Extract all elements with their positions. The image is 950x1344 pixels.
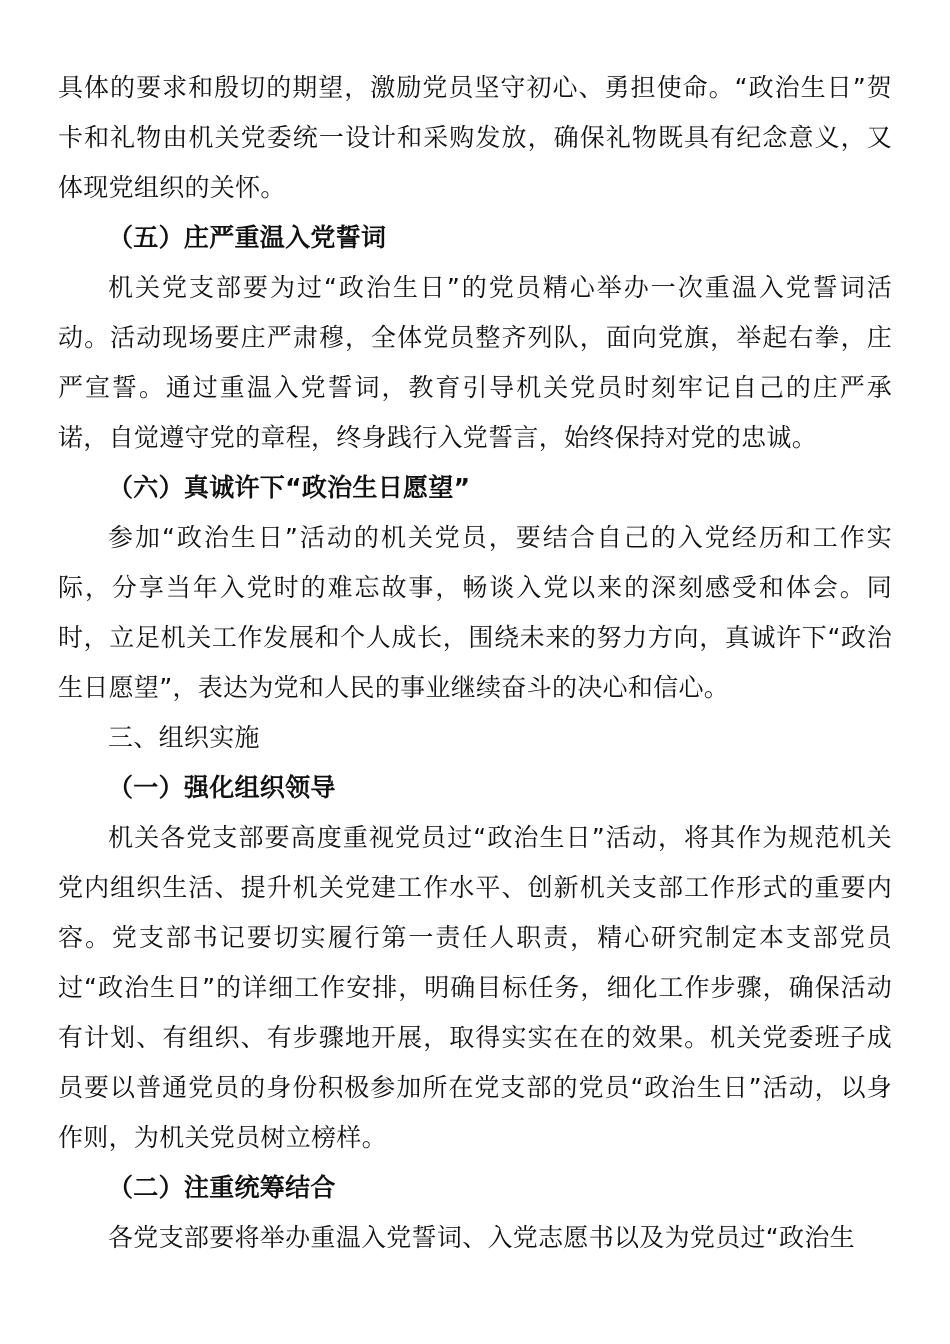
paragraph-gift-card: 具体的要求和殷切的期望，激励党员坚守初心、勇担使命。“政治生日”贺卡和礼物由机关党委统一设计和采购发放，确保礼物既具有纪念意义，又体现党组织的关怀。 bbox=[58, 73, 892, 202]
paragraph-wish: 参加“政治生日”活动的机关党员，要结合自己的入党经历和工作实际，分享当年入党时的难忘故事，畅谈入党以来的深刻感受和体会。同时，立足机关工作发展和个人成长，围绕未来的努力方向，真诚许下“政治生日愿望”，表达为党和人民的事业继续奋斗的决心和信心。 bbox=[58, 523, 892, 702]
document-page bbox=[58, 63, 892, 1263]
paragraph-coordination: 各党支部要将举办重温入党誓词、入党志愿书以及为党员过“政治生 bbox=[108, 1223, 855, 1252]
section-title-implementation: 三、组织实施 bbox=[108, 723, 260, 752]
heading-coordination: （二）注重统筹结合 bbox=[108, 1173, 336, 1202]
paragraph-oath: 机关党支部要为过“政治生日”的党员精心举办一次重温入党誓词活动。活动现场要庄严肃穆，全体党员整齐列队，面向党旗，举起右拳，庄严宣誓。通过重温入党誓词，教育引导机关党员时刻牢记自己的庄严承诺，自觉遵守党的章程，终身践行入党誓言，始终保持对党的忠诚。 bbox=[58, 273, 892, 452]
heading-oath: （五）庄严重温入党誓词 bbox=[108, 223, 387, 252]
paragraph-leadership: 机关各党支部要高度重视党员过“政治生日”活动，将其作为规范机关党内组织生活、提升机关党建工作水平、创新机关支部工作形式的重要内容。党支部书记要切实履行第一责任人职责，精心研究制定本支部党员过“政治生日”的详细工作安排，明确目标任务，细化工作步骤，确保活动有计划、有组织、有步骤地开展，取得实实在在的效果。机关党委班子成员要以普通党员的身份积极参加所在党支部的党员“政治生日”活动，以身作则，为机关党员树立榜样。 bbox=[58, 823, 892, 1152]
heading-wish: （六）真诚许下“政治生日愿望” bbox=[108, 473, 471, 502]
heading-leadership: （一）强化组织领导 bbox=[108, 773, 336, 802]
